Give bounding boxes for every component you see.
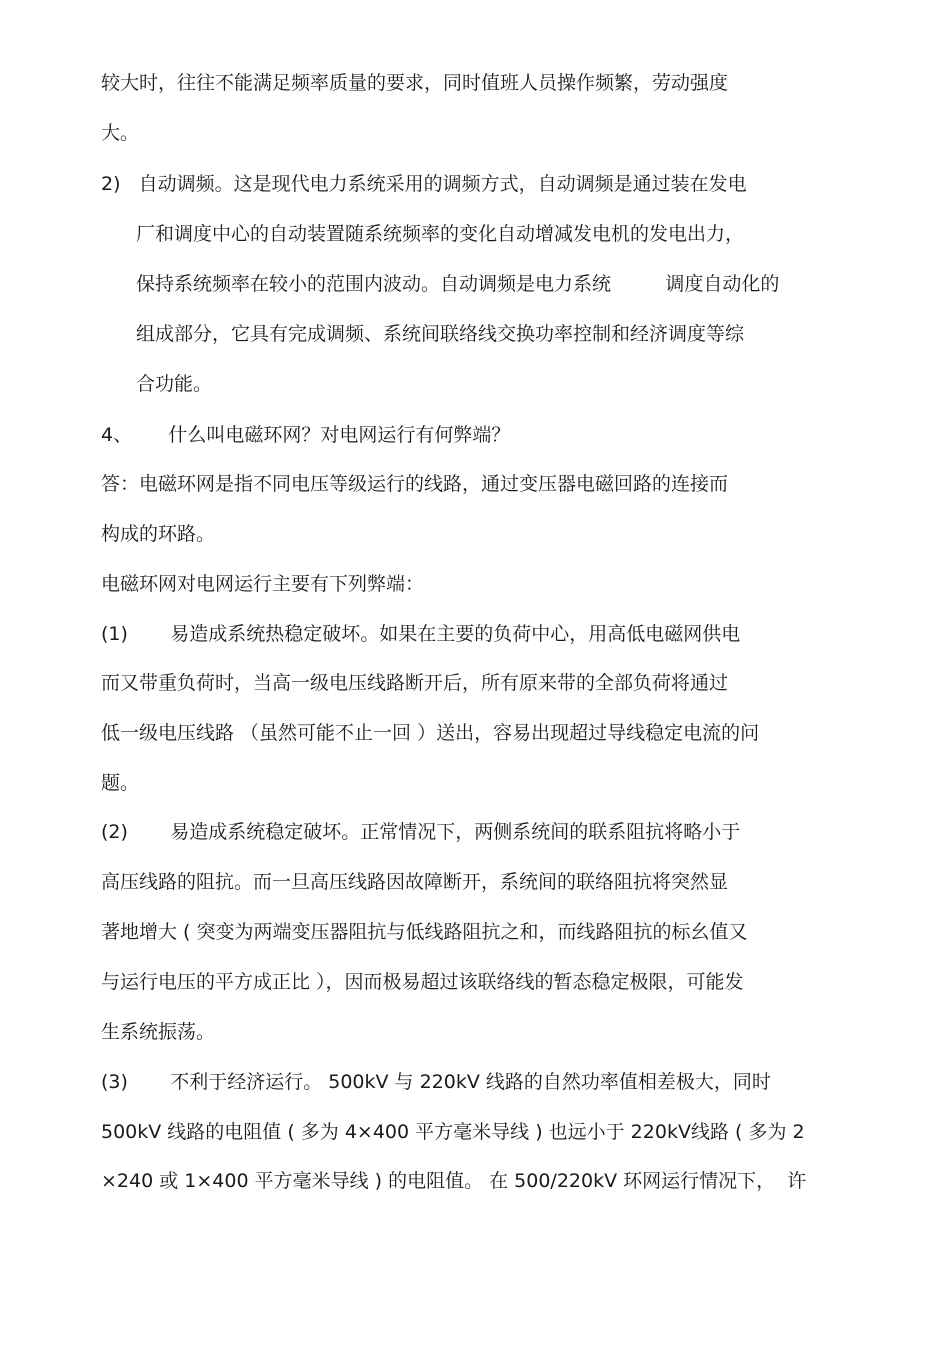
text-line: 合功能。 xyxy=(136,373,213,395)
text-line: 答：电磁环网是指不同电压等级运行的线路，通过变压器电磁回路的连接而 xyxy=(101,473,729,495)
text-line: 较大时，往往不能满足频率质量的要求，同时值班人员操作频繁，劳动强度 xyxy=(101,72,729,94)
text-line: (2) 易造成系统稳定破坏。正常情况下，两侧系统间的联系阻抗将略小于 xyxy=(101,821,741,843)
text-line: 4、 什么叫电磁环网？对电网运行有何弊端？ xyxy=(101,424,511,446)
text-line: 而又带重负荷时，当高一级电压线路断开后，所有原来带的全部负荷将通过 xyxy=(101,672,729,694)
text-line: 题。 xyxy=(101,772,140,794)
text-line: 2) 自动调频。这是现代电力系统采用的调频方式，自动调频是通过装在发电 xyxy=(101,173,747,195)
text-line: ×240 或 1×400 平方毫米导线 ) 的电阻值。 在 500/220kV 环网运行情况下， 许 xyxy=(101,1170,807,1192)
text-line: 组成部分，它具有完成调频、系统间联络线交换功率控制和经济调度等综 xyxy=(136,323,745,345)
text-line: 保持系统频率在较小的范围内波动。自动调频是电力系统 调度自动化的 xyxy=(136,273,780,295)
text-line: 厂和调度中心的自动装置随系统频率的变化自动增减发电机的发电出力， xyxy=(136,223,745,245)
text-line: (1) 易造成系统热稳定破坏。如果在主要的负荷中心，用高低电磁网供电 xyxy=(101,623,741,645)
text-line: 500kV 线路的电阻值 ( 多为 4×400 平方毫米导线 ) 也远小于 220kV线路 ( 多为 2 xyxy=(101,1121,805,1143)
text-line: 生系统振荡。 xyxy=(101,1021,216,1043)
text-line: 大。 xyxy=(101,122,140,144)
text-line: 与运行电压的平方成正比 ），因而极易超过该联络线的暂态稳定极限，可能发 xyxy=(101,971,744,993)
text-line: 低一级电压线路 （虽然可能不止一回 ）送出，容易出现超过导线稳定电流的问 xyxy=(101,722,760,744)
text-line: (3) 不利于经济运行。 500kV 与 220kV 线路的自然功率值相差极大，同时 xyxy=(101,1071,771,1093)
text-line: 高压线路的阻抗。而一旦高压线路因故障断开，系统间的联络阻抗将突然显 xyxy=(101,871,729,893)
text-line: 构成的环路。 xyxy=(101,523,216,545)
text-line: 电磁环网对电网运行主要有下列弊端： xyxy=(101,573,425,595)
text-line: 著地增大 ( 突变为两端变压器阻抗与低线路阻抗之和，而线路阻抗的标幺值又 xyxy=(101,921,748,943)
